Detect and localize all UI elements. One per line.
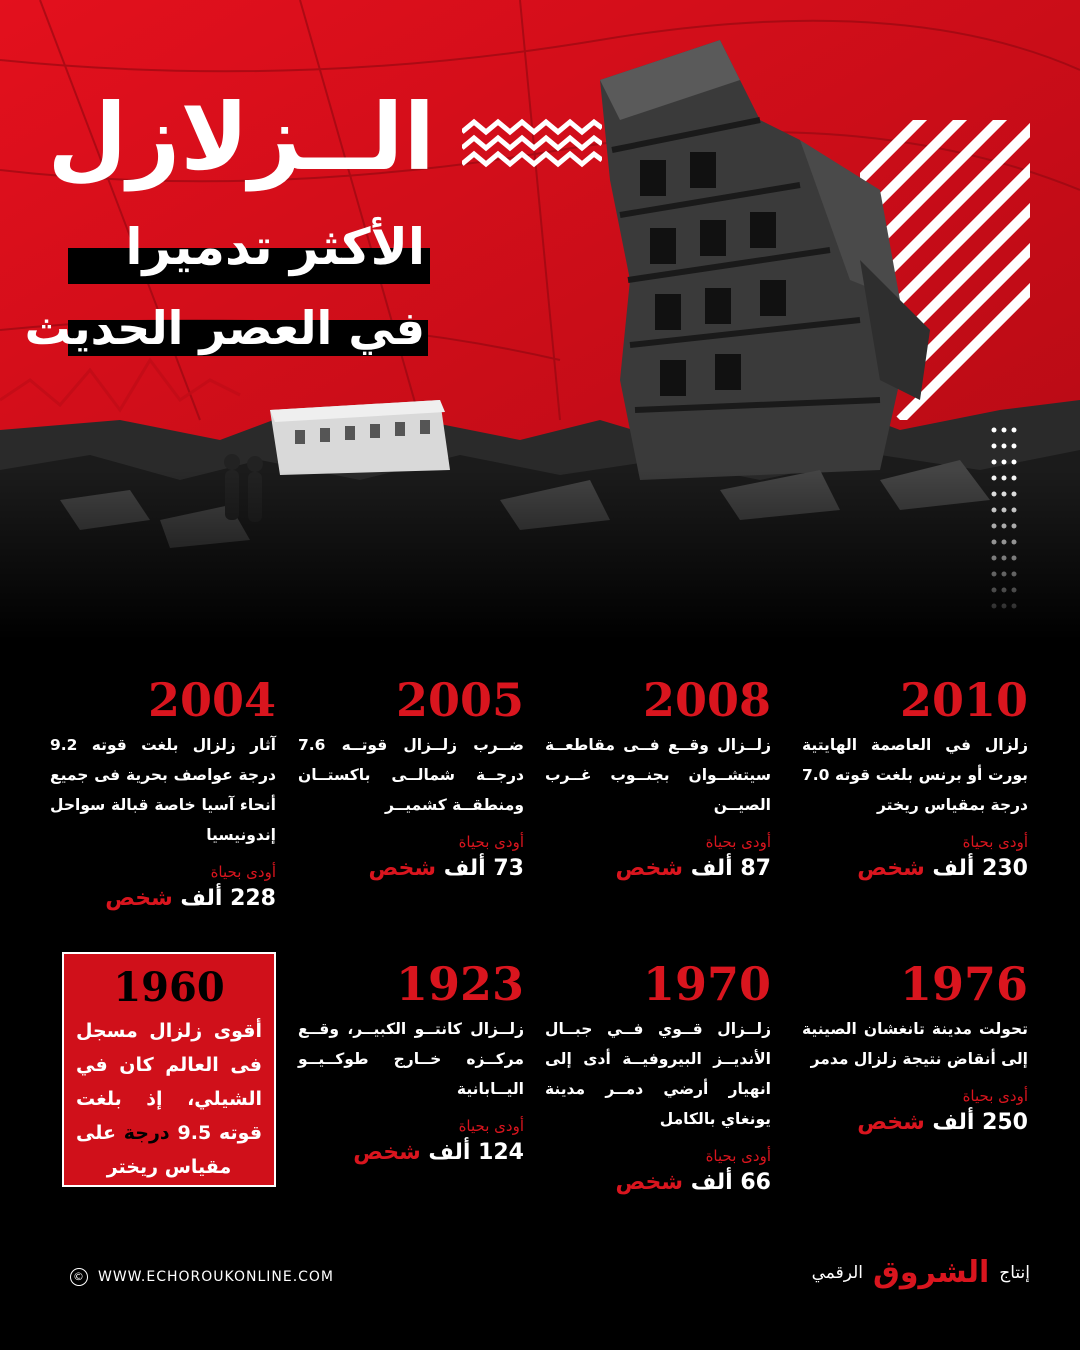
toll-unit: شخص	[368, 856, 437, 881]
card-year: 2008	[642, 673, 771, 727]
card-death-toll	[298, 852, 524, 886]
toll-count: 87 ألف	[690, 856, 771, 881]
toll-count: 73 ألف	[443, 856, 524, 881]
brand-logo: الشروق	[873, 1255, 990, 1290]
card-death-label: أودى بحياة	[705, 1147, 771, 1165]
toll-unit: شخص	[615, 1170, 684, 1195]
title-line-3: في العصر الحديث	[24, 301, 425, 355]
highlight-text-emphasis: درجة	[123, 1122, 170, 1144]
card-death-toll	[545, 852, 771, 886]
card-year: 2005	[395, 673, 524, 727]
highlight-text-2: على مقياس ريختر	[76, 1122, 232, 1178]
card-year: 2010	[899, 673, 1028, 727]
toll-count: 230 ألف	[932, 856, 1028, 881]
brand-suffix: الرقمي	[811, 1263, 864, 1283]
card-year: 1970	[642, 957, 771, 1011]
card-death-label: أودى بحياة	[458, 833, 524, 851]
earthquake-card-2010	[802, 673, 1028, 886]
highlight-year: 1960	[113, 964, 225, 1011]
earthquake-card-1976	[802, 957, 1028, 1140]
toll-count: 124 ألف	[428, 1140, 524, 1165]
card-death-toll	[298, 1136, 524, 1170]
card-description: تحولت مدينة تانغشان الصينية إلى أنقاض نتيجة زلزال مدمر	[802, 1020, 1028, 1068]
earthquake-card-2004	[50, 673, 276, 916]
brand-footer	[811, 1255, 1030, 1290]
title-line-2: الأكثر تدميرا	[125, 218, 425, 276]
card-death-label: أودى بحياة	[705, 833, 771, 851]
copyright-icon: ©	[70, 1268, 88, 1286]
card-year: 2004	[147, 673, 276, 727]
toll-unit: شخص	[353, 1140, 421, 1165]
toll-unit: شخص	[857, 1110, 925, 1135]
card-death-toll	[802, 852, 1028, 886]
card-description: زلــزال وقــع فــى مقاطعــة سيتشــوان بجنــوب غــرب الصيــن	[545, 736, 771, 814]
toll-count: 228 ألف	[180, 886, 276, 911]
card-death-label: أودى بحياة	[962, 1087, 1028, 1105]
toll-count: 66 ألف	[690, 1170, 771, 1195]
card-description: ضــرب زلــزال قوتــه 7.6 درجــة شمالــى باكستــان ومنطقــة كشميــر	[298, 736, 524, 814]
toll-unit: شخص	[857, 856, 925, 881]
highlight-description	[64, 1010, 274, 1184]
card-death-toll	[50, 882, 276, 916]
card-death-label: أودى بحياة	[962, 833, 1028, 851]
card-description: آثار زلزال بلغت قوته 9.2 درجة عواصف بحرية فى جميع أنحاء آسيا خاصة قبالة سواحل إندونيسيا	[50, 736, 276, 844]
zigzag-decoration	[462, 118, 602, 170]
card-death-toll	[545, 1166, 771, 1200]
website-url[interactable]: WWW.ECHOROUKONLINE.COM	[98, 1269, 335, 1285]
card-description: زلــزال قــوي فــي جبــال الأنديــز البيروفيــة أدى إلى انهيار أرضي دمــر مدينة يونغاي بالكامل	[545, 1020, 771, 1128]
production-label: إنتاج	[999, 1263, 1030, 1283]
main-title: الــزلازل	[47, 84, 435, 191]
highlight-text-1: أقوى زلزال مسجل فى العالم كان في الشيلي، إذ بلغت قوته 9.5	[76, 1020, 263, 1144]
card-death-label: أودى بحياة	[458, 1117, 524, 1135]
highlight-card-1960	[62, 952, 276, 1187]
card-death-label: أودى بحياة	[210, 863, 276, 881]
card-description: زلزال في العاصمة الهايتية بورت أو برنس بلغت قوته 7.0 درجة بمقياس ريختر	[802, 736, 1028, 814]
toll-count: 250 ألف	[932, 1110, 1028, 1135]
earthquake-card-1970	[545, 957, 771, 1200]
card-description: زلــزال كانتــو الكبيــر، وقــع مركــزه خــارج طوكــيــو اليــابانية	[298, 1020, 524, 1098]
earthquake-card-2008	[545, 673, 771, 886]
website-footer	[70, 1268, 334, 1286]
card-year: 1976	[899, 957, 1028, 1011]
earthquake-card-1923	[298, 957, 524, 1170]
card-year: 1923	[395, 957, 524, 1011]
earthquake-card-2005	[298, 673, 524, 886]
card-death-toll	[802, 1106, 1028, 1140]
toll-unit: شخص	[615, 856, 684, 881]
toll-unit: شخص	[105, 886, 173, 911]
